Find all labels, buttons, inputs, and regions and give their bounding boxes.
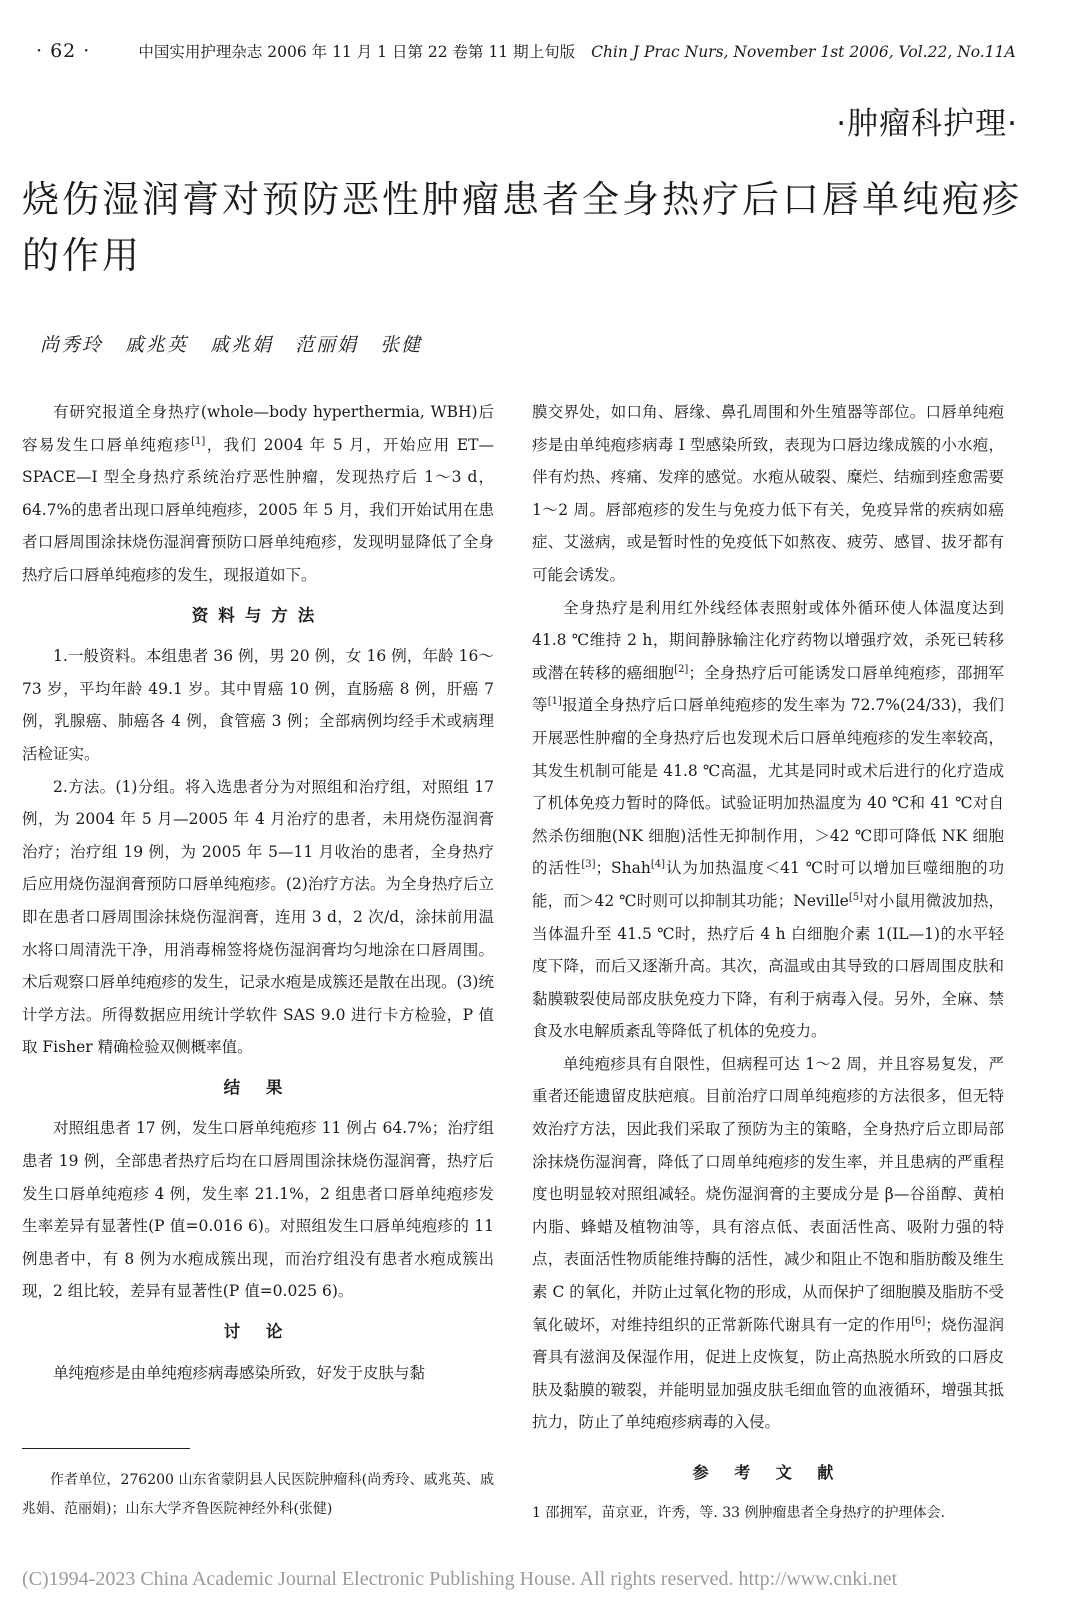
citation-ref[interactable]: [4] — [650, 859, 666, 871]
citation-ref[interactable]: [1] — [191, 435, 206, 447]
results-heading: 结 果 — [223, 1077, 293, 1097]
author-affiliation-footnote: 作者单位，276200 山东省蒙阴县人民医院肿瘤科(尚秀玲、戚兆英、戚兆娟、范丽娟)；山东大学齐鲁医院神经外科(张健) — [22, 1472, 494, 1517]
footnote-rule — [22, 1448, 190, 1449]
citation-ref[interactable]: [1] — [547, 696, 562, 708]
methods-general-data: 1.一般资料。本组患者 36 例，男 20 例，女 16 例，年龄 16～73 岁，平均年龄 49.1 岁。其中胃癌 10 例，直肠癌 8 例，肝癌 7 例，乳腺癌、肺癌各 4 例，食管癌 3 例；全部病例均经手术或病理活检证实。 — [22, 647, 494, 763]
methods-heading: 资料与方法 — [191, 605, 325, 625]
page-number: · 62 · — [36, 40, 91, 62]
citation-ref[interactable]: [3] — [581, 859, 596, 871]
article-title: 烧伤湿润膏对预防恶性肿瘤患者全身热疗后口唇单纯疱疹的作用 — [22, 178, 1022, 277]
reference-item: 1 邵拥军，苗京亚，许秀，等. 33 例肿瘤患者全身热疗的护理体会. — [532, 1505, 945, 1521]
discussion-paragraph-3: 单纯疱疹具有自限性，但病程可达 1～2 周，并且容易复发，严重者还能遗留皮肤疤痕。目前治疗口周单纯疱疹的方法很多，但无特效治疗方法，因此我们采取了预防为主的策略，全身热疗后立即局部涂抹烧伤湿润膏，降低了口周单纯疱疹的发生率，并且患病的严重程度也明显较对照组减轻。烧伤湿润膏的主要成分是 β—谷甾醇、黄柏内脂、蜂蜡及植物油等，具有溶点低、表面活性高、吸附力强的特点，表面活性物质能维持酶的活性，减少和阻止不饱和脂肪酸及维生素 C 的氧化，并防止过氧化物的形成，从而保护了细胞膜及脂肪不受氧化破坏，对维持组织的正常新陈代谢具有一定的作用[6]；烧伤湿润膏具有滋润及保湿作用，促进上皮恢复，防止高热脱水所致的口唇皮肤及黏膜的皲裂，并能明显加强皮肤毛细血管的血液循环，增强其抵抗力，防止了单纯疱疹病毒的入侵。 — [532, 1054, 1004, 1432]
journal-citation-en: Chin J Prac Nurs, November 1st 2006, Vol.22, No.11A — [591, 43, 1016, 61]
citation-ref[interactable]: [5] — [848, 891, 864, 903]
intro-paragraph: 有研究报道全身热疗(whole—body hyperthermia, WBH)后容易发生口唇单纯疱疹[1]，我们 2004 年 5 月，开始应用 ET—SPACE—I 型全身热疗系统治疗恶性肿瘤，发现热疗后 1～3 d，64.7%的患者出现口唇单纯疱疹，2005 年 5 月，我们开始试用在患者口唇周围涂抹烧伤湿润膏预防口唇单纯疱疹，发现明显降低了全身热疗后口唇单纯疱疹的发生，现报道如下。 — [22, 403, 494, 584]
section-label: ·肿瘤科护理· — [836, 106, 1018, 142]
results-paragraph: 对照组患者 17 例，发生口唇单纯疱疹 11 例占 64.7%；治疗组患者 19 例，全部患者热疗后均在口唇周围涂抹烧伤湿润膏，热疗后发生口唇单纯疱疹 4 例，发生率 21.1%，2 组患者口唇单纯疱疹发生率差异有显著性(P 值=0.016 6)。对照组发生口唇单纯疱疹的 11 例患者中，有 8 例为水疱成簇出现，而治疗组没有患者水疱成簇出现，2 组比较，差异有显著性(P 值=0.025 6)。 — [22, 1119, 494, 1301]
right-column — [532, 396, 1004, 1439]
citation-ref[interactable]: [2] — [674, 663, 689, 675]
left-column — [22, 396, 494, 1389]
author-list: 尚秀玲 戚兆英 戚兆娟 范丽娟 张健 — [40, 334, 423, 356]
references-heading: 参 考 文 献 — [692, 1463, 844, 1482]
discussion-paragraph-start: 单纯疱疹是由单纯疱疹病毒感染所致，好发于皮肤与黏 — [53, 1363, 426, 1382]
running-header — [36, 40, 1046, 62]
discussion-paragraph-cont: 膜交界处，如口角、唇缘、鼻孔周围和外生殖器等部位。口唇单纯疱疹是由单纯疱疹病毒 I 型感染所致，表现为口唇边缘成簇的小水疱，伴有灼热、疼痛、发痒的感觉。水疱从破裂、糜烂、结痂到痊愈需要 1～2 周。唇部疱疹的发生与免疫力低下有关，免疫异常的疾病如癌症、艾滋病，或是暂时性的免疫低下如熬夜、疲劳、感冒、拔牙都有可能会诱发。 — [532, 403, 1004, 584]
citation-ref[interactable]: [6] — [911, 1315, 926, 1327]
discussion-heading: 讨 论 — [223, 1322, 293, 1342]
journal-citation-cn: 中国实用护理杂志 2006 年 11 月 1 日第 22 卷第 11 期上旬版 — [138, 43, 576, 61]
methods-procedure: 2.方法。(1)分组。将入选患者分为对照组和治疗组，对照组 17 例，为 2004 年 5 月—2005 年 4 月治疗的患者，未用烧伤湿润膏治疗；治疗组 19 例，为 2005 年 5—11 月收治的患者，全身热疗后应用烧伤湿润膏预防口唇单纯疱疹。(2)治疗方法。为全身热疗后立即在患者口唇周围涂抹烧伤湿润膏，连用 3 d，2 次/d，涂抹前用温水将口周清洗干净，用消毒棉签将烧伤湿润膏均匀地涂在口唇周围。术后观察口唇单纯疱疹的发生，记录水疱是成簇还是散在出现。(3)统计学方法。所得数据应用统计学软件 SAS 9.0 进行卡方检验，P 值取 Fisher 精确检验双侧概率值。 — [22, 777, 494, 1057]
copyright-watermark: (C)1994-2023 China Academic Journal Electronic Publishing House. All rights reserved. http://www.cnki.net — [22, 1568, 898, 1590]
discussion-paragraph-2: 全身热疗是利用红外线经体表照射或体外循环使人体温度达到 41.8 ℃维持 2 h，期间静脉输注化疗药物以增强疗效，杀死已转移或潜在转移的癌细胞[2]；全身热疗后可能诱发口唇单纯疱疹，邵拥军等[1]报道全身热疗后口唇单纯疱疹的发生率为 72.7%(24/33)，我们开展恶性肿瘤的全身热疗后也发现术后口唇单纯疱疹的发生率较高，其发生机制可能是 41.8 ℃高温，尤其是同时或术后进行的化疗造成了机体免疫力暂时的降低。试验证明加热温度为 40 ℃和 41 ℃对自然杀伤细胞(NK 细胞)活性无抑制作用，＞42 ℃即可降低 NK 细胞的活性[3]；Shah[4]认为加热温度＜41 ℃时可以增加巨噬细胞的功能，而＞42 ℃时则可以抑制其功能；Neville[5]对小鼠用微波加热，当体温升至 41.5 ℃时，热疗后 4 h 白细胞介素 1(IL—1)的水平轻度下降，而后又逐渐升高。其次，高温或由其导致的口唇周围皮肤和黏膜皲裂使局部皮肤免疫力下降，有利于病毒入侵。另外，全麻、禁食及水电解质紊乱等降低了机体的免疫力。 — [532, 598, 1004, 1041]
